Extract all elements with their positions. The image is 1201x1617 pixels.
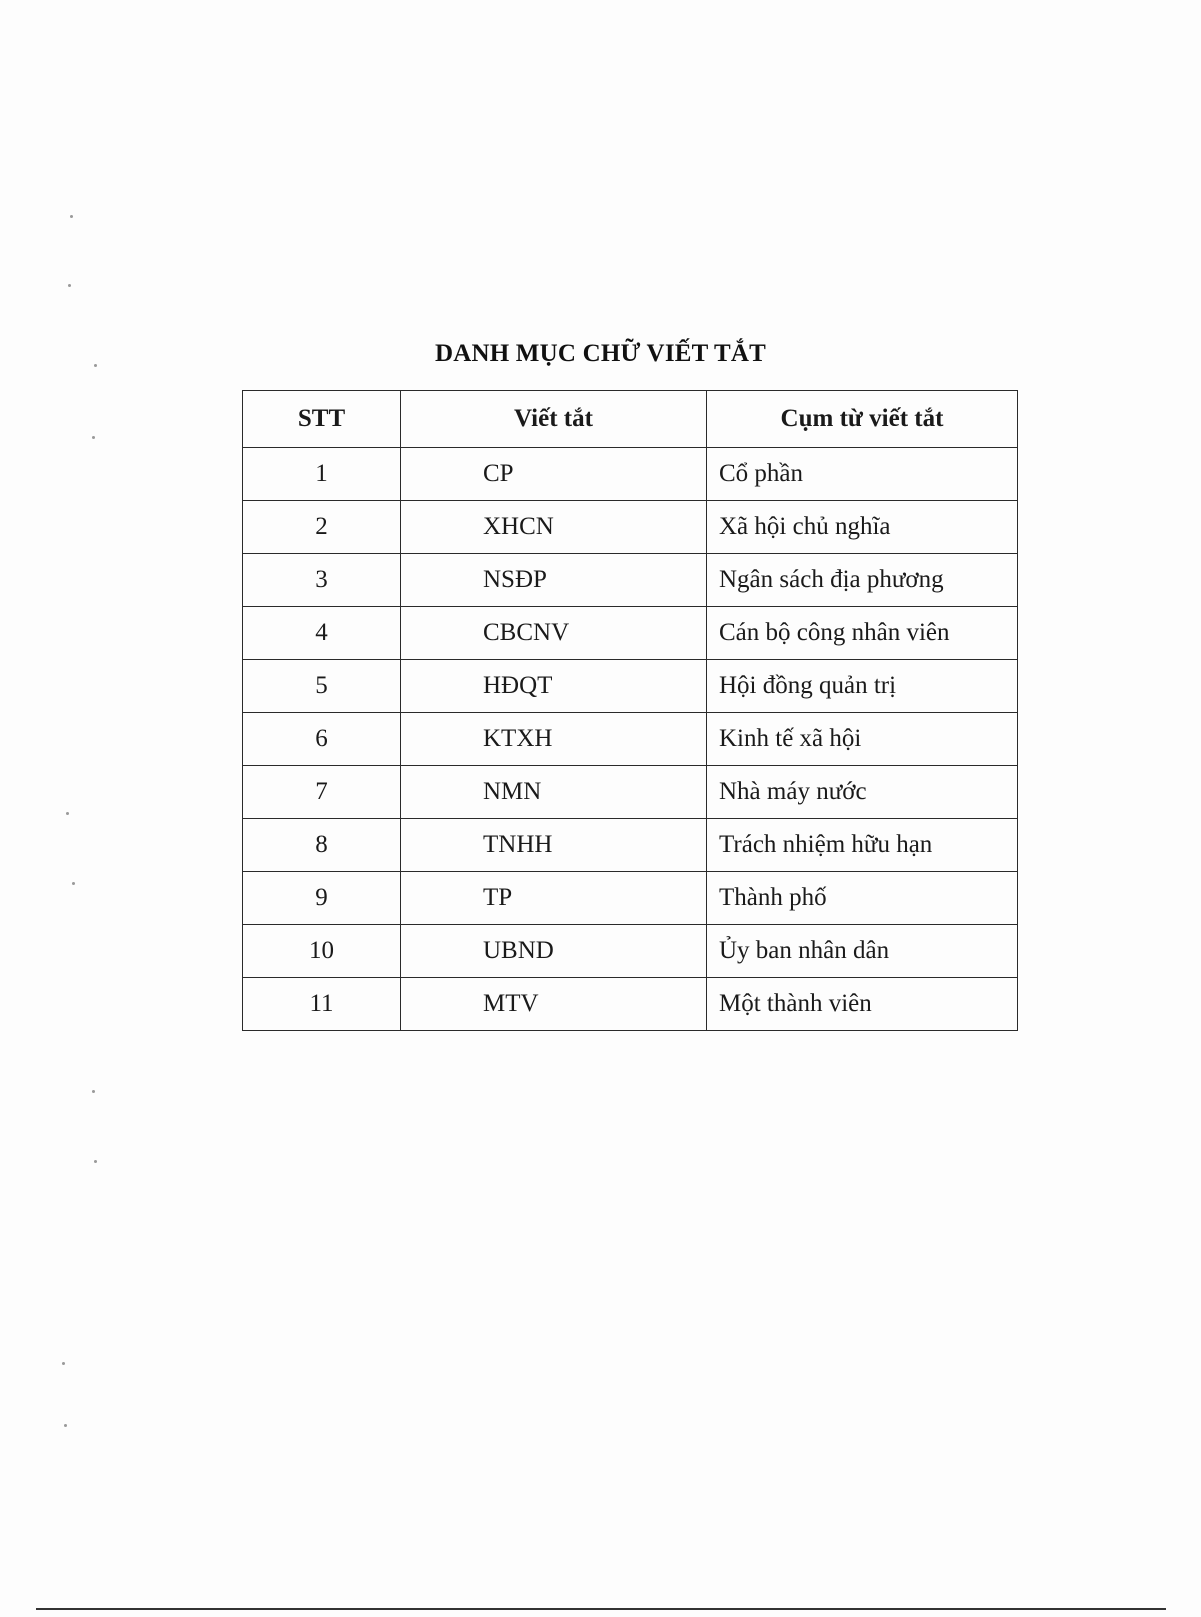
cell-phrase: Một thành viên (707, 978, 1018, 1031)
cell-phrase: Cổ phần (707, 448, 1018, 501)
cell-stt: 3 (243, 554, 401, 607)
cell-phrase: Ủy ban nhân dân (707, 925, 1018, 978)
table-row (243, 448, 1018, 501)
cell-stt: 1 (243, 448, 401, 501)
table-row (243, 925, 1018, 978)
header-abbreviation: Viết tắt (401, 391, 707, 448)
cell-stt: 2 (243, 501, 401, 554)
header-phrase: Cụm từ viết tắt (707, 391, 1018, 448)
cell-stt: 7 (243, 766, 401, 819)
table-row (243, 766, 1018, 819)
page-title: DANH MỤC CHỮ VIẾT TẮT (434, 340, 767, 367)
cell-abbreviation: HĐQT (401, 660, 707, 713)
scan-speck (70, 215, 73, 218)
table-header-row (243, 391, 1018, 448)
table-row (243, 660, 1018, 713)
table-row (243, 978, 1018, 1031)
cell-phrase: Cán bộ công nhân viên (707, 607, 1018, 660)
cell-abbreviation: XHCN (401, 501, 707, 554)
cell-stt: 5 (243, 660, 401, 713)
scan-speck (92, 436, 95, 439)
cell-phrase: Trách nhiệm hữu hạn (707, 819, 1018, 872)
cell-stt: 11 (243, 978, 401, 1031)
table-row (243, 713, 1018, 766)
cell-phrase: Ngân sách địa phương (707, 554, 1018, 607)
cell-phrase: Kinh tế xã hội (707, 713, 1018, 766)
scan-speck (72, 882, 75, 885)
scan-speck (66, 812, 69, 815)
cell-abbreviation: CP (401, 448, 707, 501)
table-row (243, 554, 1018, 607)
header-stt: STT (243, 391, 401, 448)
scan-speck (62, 1362, 65, 1365)
cell-abbreviation: NSĐP (401, 554, 707, 607)
scan-speck (94, 1160, 97, 1163)
cell-phrase: Nhà máy nước (707, 766, 1018, 819)
scan-speck (68, 284, 71, 287)
footer-divider (36, 1608, 1166, 1610)
cell-abbreviation: UBND (401, 925, 707, 978)
cell-abbreviation: MTV (401, 978, 707, 1031)
cell-stt: 9 (243, 872, 401, 925)
cell-stt: 10 (243, 925, 401, 978)
cell-stt: 6 (243, 713, 401, 766)
cell-abbreviation: CBCNV (401, 607, 707, 660)
table-row (243, 819, 1018, 872)
table-row (243, 607, 1018, 660)
cell-abbreviation: NMN (401, 766, 707, 819)
cell-phrase: Thành phố (707, 872, 1018, 925)
cell-abbreviation: KTXH (401, 713, 707, 766)
cell-abbreviation: TP (401, 872, 707, 925)
cell-phrase: Xã hội chủ nghĩa (707, 501, 1018, 554)
cell-abbreviation: TNHH (401, 819, 707, 872)
cell-stt: 8 (243, 819, 401, 872)
scan-speck (64, 1424, 67, 1427)
table-row (243, 872, 1018, 925)
cell-stt: 4 (243, 607, 401, 660)
table-row (243, 501, 1018, 554)
scan-speck (92, 1090, 95, 1093)
cell-phrase: Hội đồng quản trị (707, 660, 1018, 713)
abbreviation-table (242, 390, 1018, 1031)
